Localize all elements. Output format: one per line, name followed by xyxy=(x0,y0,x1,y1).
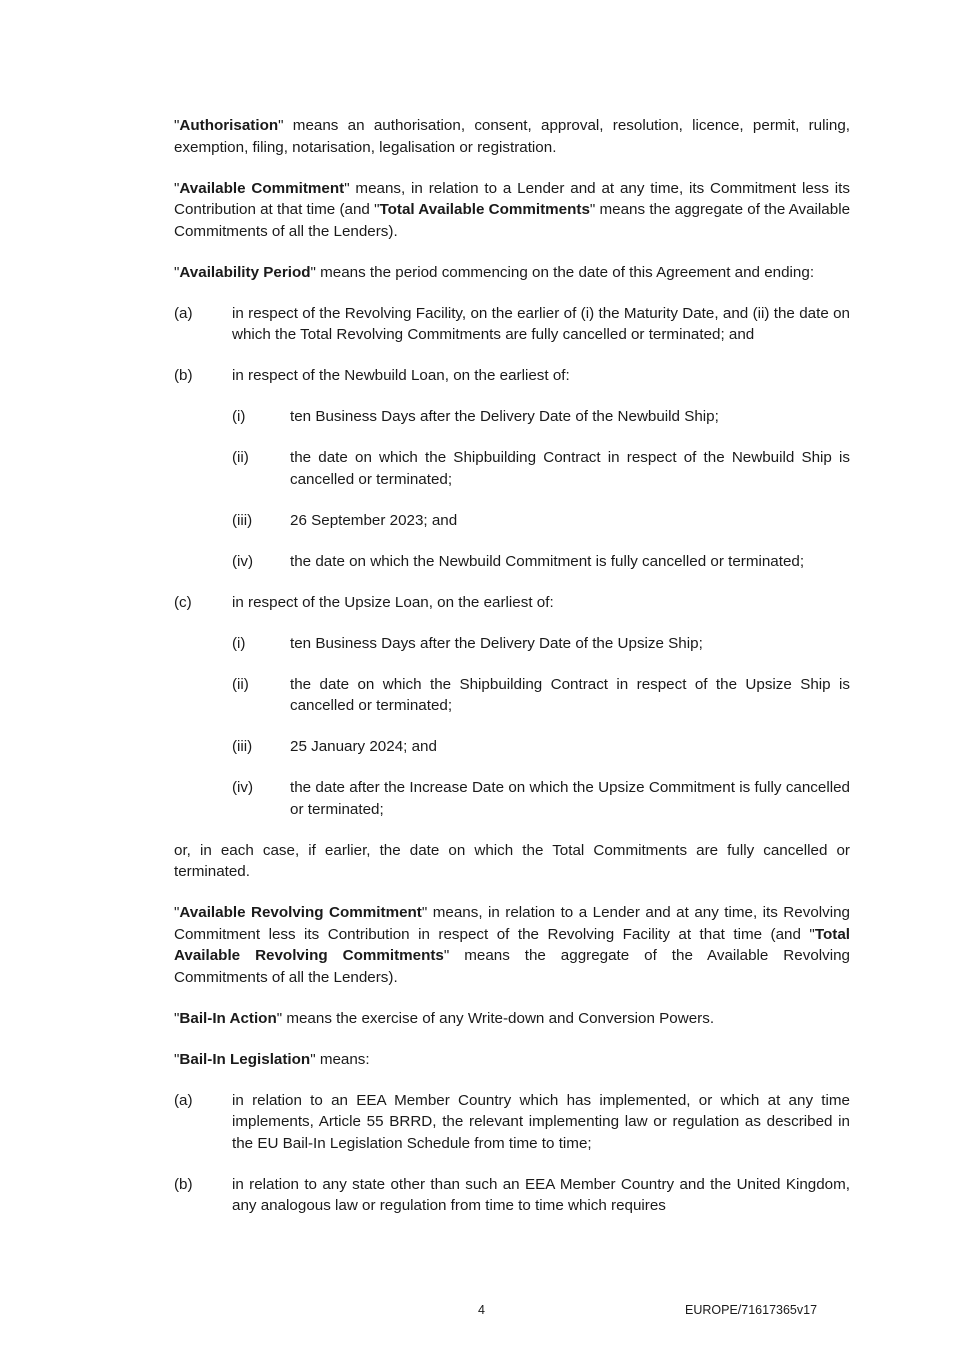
definition-text-after: " means the aggregate of the Available Commitments of all the Lenders). xyxy=(174,201,851,240)
definition-text: " means, in relation to a Lender and at any time, its Revolving Commitment less its Contribution in respect of the Revolving Facility at that time (and " xyxy=(174,904,850,943)
item-label: (b) xyxy=(174,1175,193,1193)
page-number: 4 xyxy=(478,1303,485,1317)
list-item-c xyxy=(174,592,850,614)
definition-text: " means: xyxy=(310,1050,370,1068)
item-label: (iv) xyxy=(232,779,254,796)
sub-item-b-iii xyxy=(232,510,850,532)
defined-term-inner: Total Available Commitments xyxy=(379,201,590,218)
item-label: (iii) xyxy=(232,511,253,529)
definition-text: " means the exercise of any Write-down and Conversion Powers. xyxy=(276,1009,715,1027)
item-text: in relation to an EEA Member Country which has implemented, or which at any time implements, Article 55 BRRD, the relevant implementing law or regulation as described in the EU Bail-In Legislation Schedule from time to time; xyxy=(232,1091,850,1152)
item-label: (a) xyxy=(174,1091,193,1109)
bail-in-list-item-a xyxy=(174,1090,850,1155)
list-item-b xyxy=(174,365,850,387)
item-label: (i) xyxy=(232,408,246,425)
definition-available-revolving-commitment: "Available Revolving Commitment" means, in relation to a Lender and at any time, its Revolving Commitment less its Contribution in respect of the Revolving Facility at that time (and "Total Available Revolving Commitments" means the aggregate of the Available Revolving Commitments of all the Lenders). xyxy=(174,904,850,986)
list-item-a xyxy=(174,303,850,346)
definition-bail-in-action: "Bail-In Action" means the exercise of any Write-down and Conversion Powers. xyxy=(174,1009,715,1027)
item-text: in respect of the Upsize Loan, on the earliest of: xyxy=(232,593,554,611)
item-text: ten Business Days after the Delivery Date of the Upsize Ship; xyxy=(290,634,703,652)
item-label: (ii) xyxy=(232,675,249,693)
item-text: the date on which the Shipbuilding Contract in respect of the Upsize Ship is cancelled or terminated; xyxy=(290,675,850,714)
item-text: 25 January 2024; and xyxy=(290,738,437,755)
definition-authorisation: "Authorisation" means an authorisation, consent, approval, resolution, licence, permit, ruling, exemption, filing, notarisation, legalisation or registration. xyxy=(174,117,850,156)
sub-item-b-ii xyxy=(232,447,850,490)
item-label: (iv) xyxy=(232,552,254,570)
availability-period-closing: or, in each case, if earlier, the date on which the Total Commitments are fully cancelled or terminated. xyxy=(174,841,850,880)
sub-item-c-i xyxy=(232,633,850,655)
defined-term: Available Revolving Commitment xyxy=(179,904,422,921)
item-text: the date after the Increase Date on which the Upsize Commitment is fully cancelled or terminated; xyxy=(290,779,850,818)
defined-term: Bail-In Action xyxy=(179,1009,277,1027)
defined-term: Bail-In Legislation xyxy=(179,1050,311,1068)
item-text: in respect of the Revolving Facility, on the earlier of (i) the Maturity Date, and (ii) the date on which the Total Revolving Commitments are fully cancelled or terminated; and xyxy=(232,304,850,343)
defined-term-inner: Total Available Revolving Commitments xyxy=(174,925,850,964)
sub-item-c-ii xyxy=(232,674,850,717)
item-label: (b) xyxy=(174,367,193,384)
sub-item-b-i xyxy=(232,406,850,428)
definition-text: " means an authorisation, consent, approval, resolution, licence, permit, ruling, exemption, filing, notarisation, legalisation or registration. xyxy=(174,117,850,156)
item-text: in respect of the Newbuild Loan, on the earliest of: xyxy=(232,367,570,384)
definition-text: " means, in relation to a Lender and at any time, its Commitment less its Contribution at that time (and " xyxy=(174,179,850,218)
definition-available-commitment: "Available Commitment" means, in relation to a Lender and at any time, its Commitment less its Contribution at that time (and "Total Available Commitments" means the aggregate of the Available Commitments of all the Lenders). xyxy=(174,179,851,240)
bail-in-list-item-b xyxy=(174,1174,850,1217)
document-page xyxy=(174,115,850,1236)
item-text: 26 September 2023; and xyxy=(290,511,458,529)
item-text: ten Business Days after the Delivery Date of the Newbuild Ship; xyxy=(290,408,719,425)
sub-item-c-iv xyxy=(232,777,850,820)
item-label: (ii) xyxy=(232,449,249,466)
definition-bail-in-legislation: "Bail-In Legislation" means: xyxy=(174,1050,370,1068)
definition-availability-period: "Availability Period" means the period commencing on the date of this Agreement and ending: xyxy=(174,263,815,281)
item-text: in relation to any state other than such an EEA Member Country and the United Kingdom, any analogous law or regulation from time to time which requires xyxy=(232,1175,850,1214)
definition-text-after: " means the aggregate of the Available Revolving Commitments of all the Lenders). xyxy=(174,947,850,986)
defined-term: Authorisation xyxy=(179,117,279,134)
document-reference: EUROPE/71617365v17 xyxy=(685,1303,818,1317)
sub-item-c-iii xyxy=(232,736,850,758)
defined-term: Availability Period xyxy=(179,263,311,281)
item-label: (iii) xyxy=(232,738,253,755)
item-text: the date on which the Shipbuilding Contract in respect of the Newbuild Ship is cancelled or terminated; xyxy=(290,449,850,488)
item-label: (a) xyxy=(174,304,193,322)
defined-term: Available Commitment xyxy=(179,179,345,197)
item-label: (i) xyxy=(232,634,246,652)
item-text: the date on which the Newbuild Commitment is fully cancelled or terminated; xyxy=(290,552,805,570)
sub-item-b-iv xyxy=(232,551,850,573)
definition-text: " means the period commencing on the date of this Agreement and ending: xyxy=(310,263,815,281)
item-label: (c) xyxy=(174,593,192,611)
